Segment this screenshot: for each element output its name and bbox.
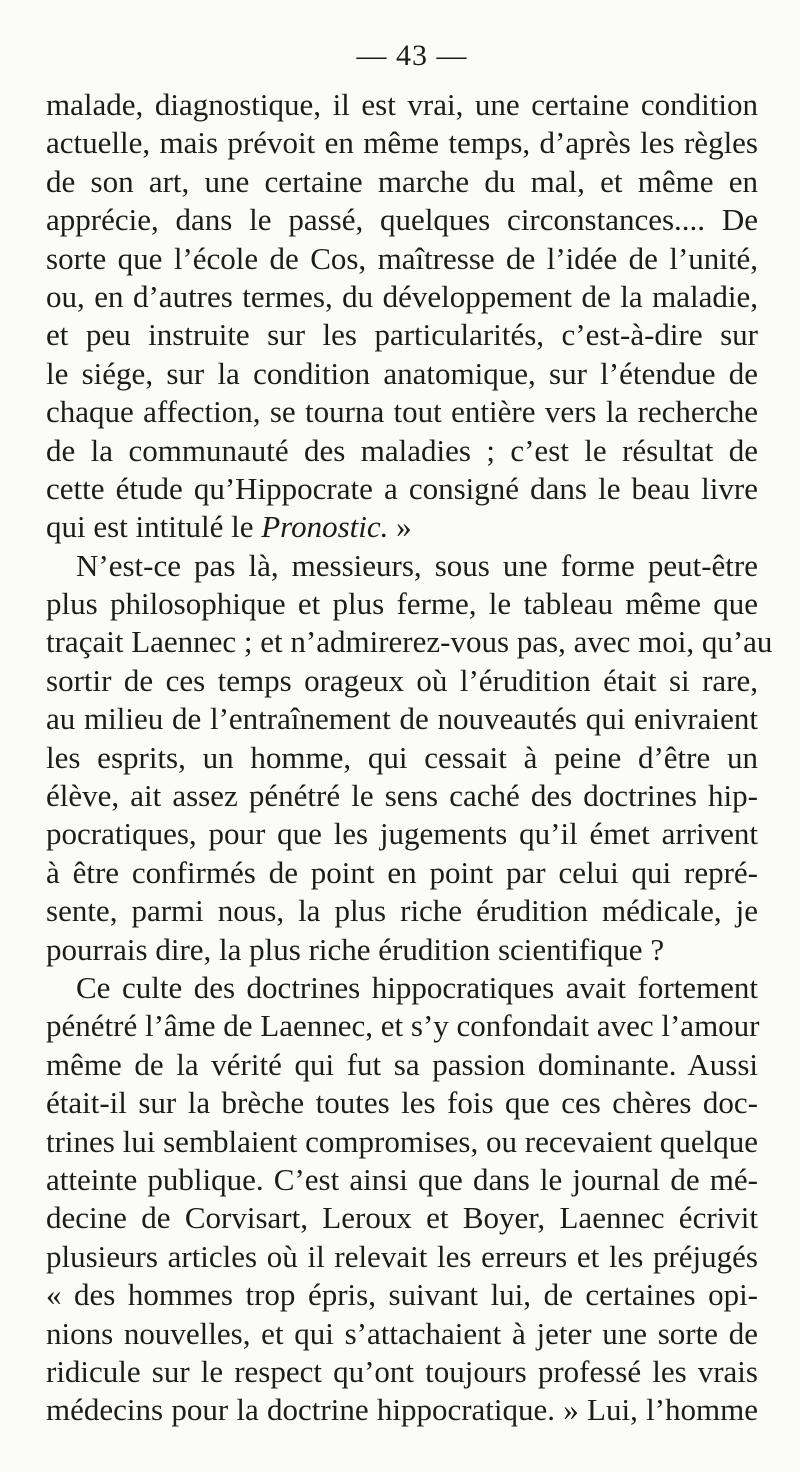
- text-line: de la communauté des maladies ; c’est le résultat de: [46, 432, 758, 468]
- text-line: Ce culte des doctrines hippocratiques avait fortement: [76, 969, 758, 1005]
- text-line: plus philosophique et plus ferme, le tableau même que: [46, 586, 758, 622]
- text-line: trines lui semblaient compromises, ou recevaient quelque: [46, 1123, 758, 1159]
- text-line: atteinte publique. C’est ainsi que dans le journal de mé-: [46, 1161, 758, 1197]
- text-line: à être confirmés de point en point par celui qui repré-: [46, 854, 758, 890]
- book-title-italic: Pronostic.: [261, 509, 389, 545]
- text-line: les esprits, un homme, qui cessait à peine d’être un: [46, 739, 758, 775]
- text-line: au milieu de l’entraînement de nouveautés qui enivraient: [46, 701, 758, 737]
- text-line: et peu instruite sur les particularités, c’est-à-dire sur: [46, 317, 758, 353]
- text-line: chaque affection, se tourna tout entière vers la recherche: [46, 394, 758, 430]
- text-line: même de la vérité qui fut sa passion dominante. Aussi: [46, 1046, 758, 1082]
- paragraph-2: [46, 547, 773, 969]
- text-line: élève, ait assez pénétré le sens caché des doctrines hip-: [46, 778, 758, 814]
- text-line: pénétré l’âme de Laennec, et s’y confondait avec l’amour: [46, 1008, 760, 1044]
- text-line: plusieurs articles où il relevait les erreurs et les préjugés: [46, 1238, 758, 1274]
- text-line: malade, diagnostique, il est vrai, une certaine condition: [46, 87, 758, 122]
- paragraph-3: [46, 969, 758, 1430]
- text-line: traçait Laennec ; et n’admirerez-vous pas, avec moi, qu’au: [46, 624, 773, 660]
- page-number: — 43 —: [356, 39, 468, 72]
- text-line: sente, parmi nous, la plus riche érudition médicale, je: [46, 893, 758, 929]
- text-line: cette étude qu’Hippocrate a consigné dans le beau livre: [46, 470, 758, 506]
- text-line: de son art, une certaine marche du mal, et même en: [46, 163, 758, 199]
- text-fragment: »: [388, 509, 412, 545]
- text-line: ou, en d’autres termes, du développement de la maladie,: [46, 278, 758, 314]
- text-line: pocratiques, pour que les jugements qu’il émet arrivent: [46, 816, 758, 852]
- text-line: était-il sur la brèche toutes les fois que ces chères doc-: [46, 1085, 758, 1121]
- text-line: sortir de ces temps orageux où l’érudition était si rare,: [46, 662, 758, 698]
- text-line: médecins pour la doctrine hippocratique. » Lui, l’homme: [46, 1392, 758, 1428]
- text-line: « des hommes trop épris, suivant lui, de certaines opi-: [46, 1277, 758, 1313]
- text-line: decine de Corvisart, Leroux et Boyer, Laennec écrivit: [46, 1200, 758, 1236]
- text-line: sorte que l’école de Cos, maîtresse de l’idée de l’unité,: [46, 240, 758, 276]
- text-line: nions nouvelles, et qui s’attachaient à jeter une sorte de: [46, 1315, 758, 1351]
- text-line: actuelle, mais prévoit en même temps, d’après les règles: [46, 125, 758, 161]
- text-line: le siége, sur la condition anatomique, sur l’étendue de: [46, 355, 758, 391]
- text-line: ridicule sur le respect qu’ont toujours professé les vrais: [46, 1353, 758, 1389]
- text-line: apprécie, dans le passé, quelques circonstances.... De: [46, 202, 758, 238]
- text-line: N’est-ce pas là, messieurs, sous une forme peut-être: [76, 547, 758, 583]
- text-fragment: qui est intitulé le: [46, 509, 262, 545]
- text-line-last: [46, 508, 758, 546]
- paragraph-1: [46, 86, 758, 547]
- text-line-last: pourrais dire, la plus riche érudition scientifique ?: [46, 931, 665, 967]
